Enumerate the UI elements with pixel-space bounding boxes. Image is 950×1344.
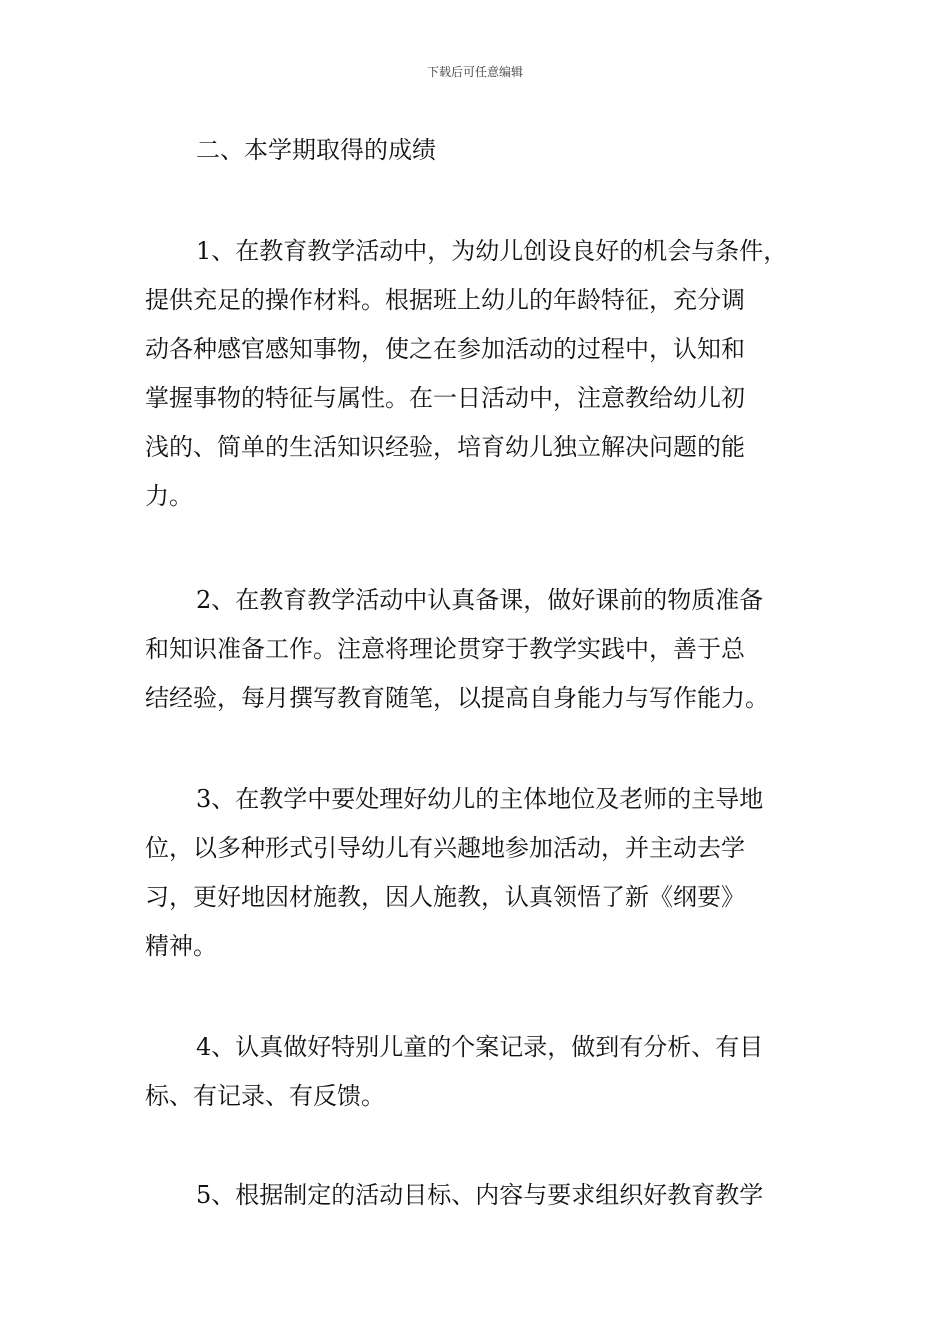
paragraph-line: 2、在教育教学活动中认真备课，做好课前的物质准备 — [196, 586, 764, 614]
paragraph-2 — [145, 576, 815, 723]
paragraph-line: 位，以多种形式引导幼儿有兴趣地参加活动，并主动去学 — [145, 834, 745, 862]
paragraph-line: 动各种感官感知事物，使之在参加活动的过程中，认知和 — [145, 335, 745, 363]
paragraph-line: 力。 — [145, 482, 193, 510]
paragraph-line: 掌握事物的特征与属性。在一日活动中，注意教给幼儿初 — [145, 384, 745, 412]
paragraph-line: 浅的、简单的生活知识经验，培育幼儿独立解决问题的能 — [145, 433, 745, 461]
paragraph-line: 精神。 — [145, 932, 217, 960]
paragraph-line: 1、在教育教学活动中，为幼儿创设良好的机会与条件， — [196, 237, 788, 265]
paragraph-line: 结经验，每月撰写教育随笔，以提高自身能力与写作能力。 — [145, 684, 769, 712]
paragraph-4 — [145, 1023, 815, 1121]
paragraph-line: 5、根据制定的活动目标、内容与要求组织好教育教学 — [196, 1181, 764, 1209]
paragraph-line: 习，更好地因材施教，因人施教，认真领悟了新《纲要》 — [145, 883, 745, 911]
paragraph-3 — [145, 775, 815, 971]
paragraph-line: 提供充足的操作材料。根据班上幼儿的年龄特征，充分调 — [145, 286, 745, 314]
page-header-note: 下载后可任意编辑 — [426, 65, 523, 79]
section-title: 二、本学期取得的成绩 — [196, 136, 436, 164]
paragraph-line: 3、在教学中要处理好幼儿的主体地位及老师的主导地 — [196, 785, 764, 813]
paragraph-1 — [145, 227, 815, 521]
paragraph-line: 标、有记录、有反馈。 — [145, 1082, 385, 1110]
paragraph-line: 4、认真做好特别儿童的个案记录，做到有分析、有目 — [196, 1033, 764, 1061]
paragraph-5 — [145, 1171, 815, 1220]
paragraph-line: 和知识准备工作。注意将理论贯穿于教学实践中，善于总 — [145, 635, 745, 663]
